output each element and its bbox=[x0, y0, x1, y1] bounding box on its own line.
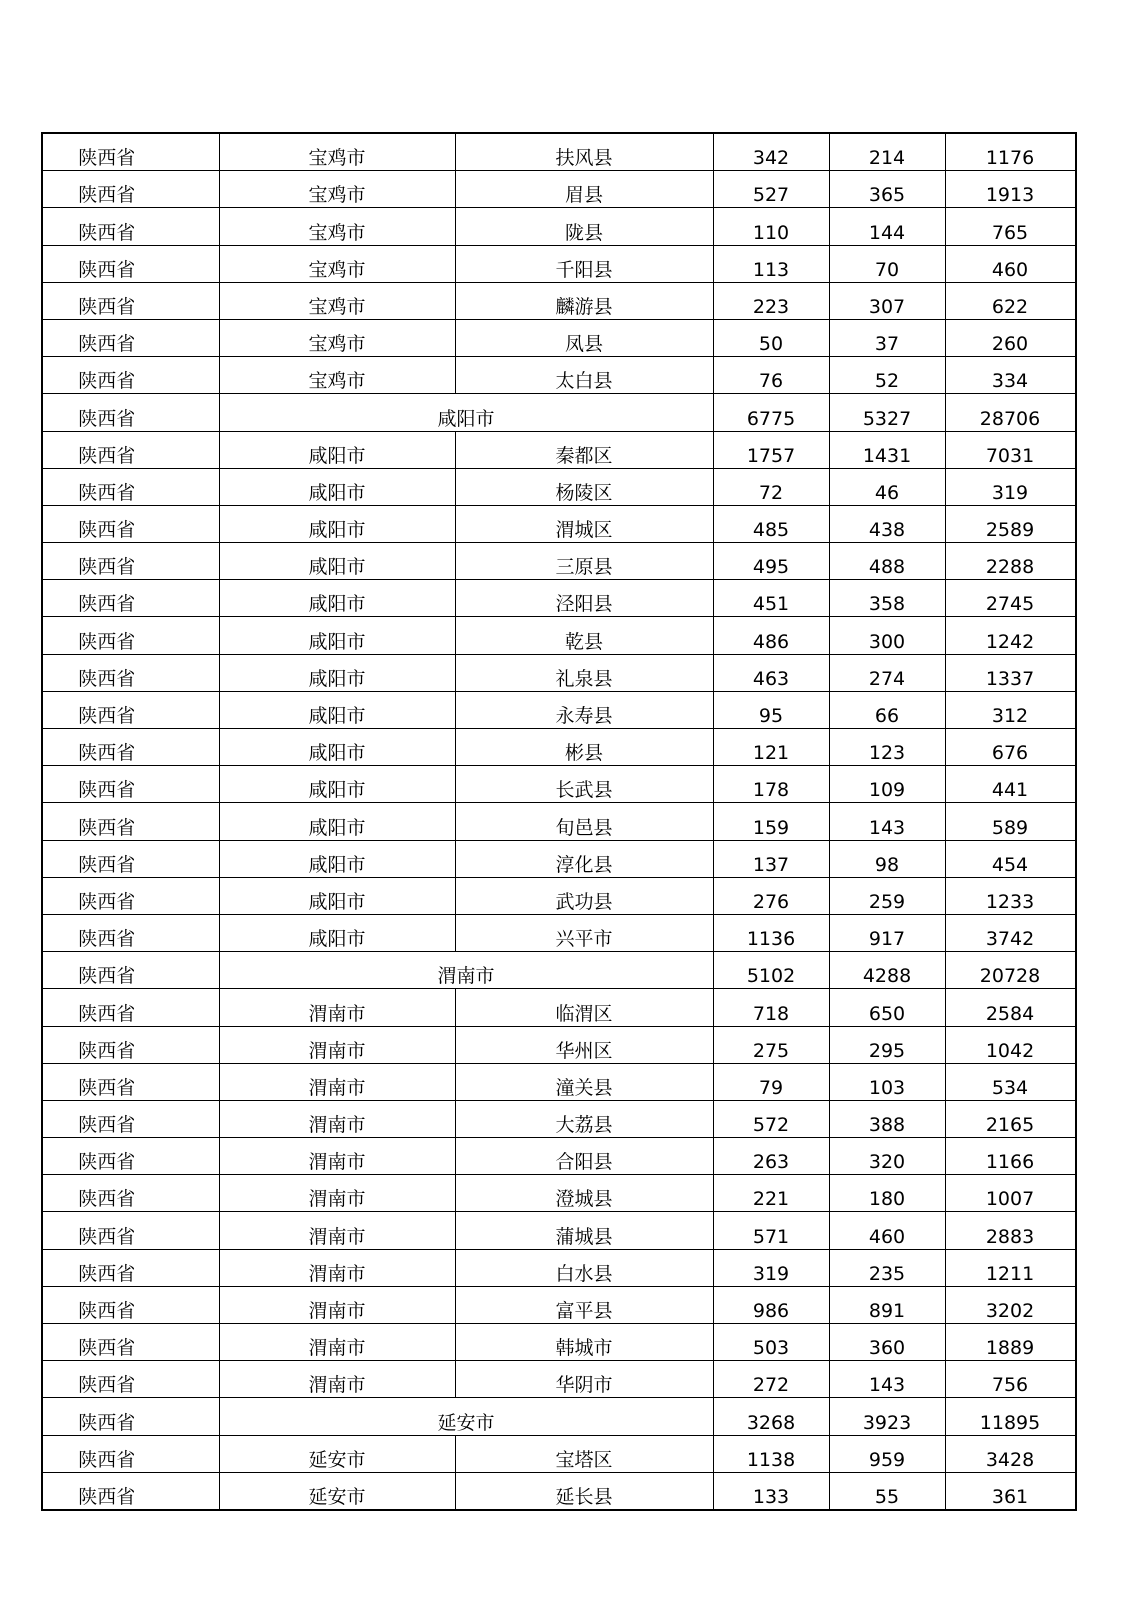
value-cell-2: 259 bbox=[829, 877, 945, 914]
value-cell-3: 334 bbox=[945, 357, 1076, 394]
city-total-row bbox=[42, 1398, 1076, 1435]
county-cell: 三原县 bbox=[455, 543, 713, 580]
county-cell: 富平县 bbox=[455, 1286, 713, 1323]
county-cell: 淳化县 bbox=[455, 840, 713, 877]
county-cell: 兴平市 bbox=[455, 914, 713, 951]
value-cell-3: 361 bbox=[945, 1472, 1076, 1510]
county-cell: 大荔县 bbox=[455, 1100, 713, 1137]
city-cell: 渭南市 bbox=[219, 1361, 455, 1398]
value-cell-3: 28706 bbox=[945, 394, 1076, 431]
value-cell-2: 460 bbox=[829, 1212, 945, 1249]
county-cell: 蒲城县 bbox=[455, 1212, 713, 1249]
province-cell: 陕西省 bbox=[42, 989, 219, 1026]
county-cell: 临渭区 bbox=[455, 989, 713, 1026]
value-cell-2: 235 bbox=[829, 1249, 945, 1286]
table-row bbox=[42, 1286, 1076, 1323]
value-cell-1: 571 bbox=[713, 1212, 829, 1249]
county-cell: 澄城县 bbox=[455, 1175, 713, 1212]
value-cell-2: 959 bbox=[829, 1435, 945, 1472]
province-cell: 陕西省 bbox=[42, 245, 219, 282]
table-row bbox=[42, 803, 1076, 840]
value-cell-2: 66 bbox=[829, 691, 945, 728]
table-row bbox=[42, 877, 1076, 914]
province-cell: 陕西省 bbox=[42, 357, 219, 394]
county-cell: 白水县 bbox=[455, 1249, 713, 1286]
value-cell-2: 144 bbox=[829, 208, 945, 245]
value-cell-2: 360 bbox=[829, 1324, 945, 1361]
county-cell: 潼关县 bbox=[455, 1063, 713, 1100]
table-row bbox=[42, 1472, 1076, 1510]
value-cell-1: 95 bbox=[713, 691, 829, 728]
city-cell: 咸阳市 bbox=[219, 580, 455, 617]
table-row bbox=[42, 617, 1076, 654]
value-cell-3: 7031 bbox=[945, 431, 1076, 468]
value-cell-1: 159 bbox=[713, 803, 829, 840]
table-row bbox=[42, 1063, 1076, 1100]
city-cell: 咸阳市 bbox=[219, 729, 455, 766]
city-cell: 宝鸡市 bbox=[219, 357, 455, 394]
value-cell-1: 451 bbox=[713, 580, 829, 617]
county-cell: 长武县 bbox=[455, 766, 713, 803]
value-cell-1: 485 bbox=[713, 505, 829, 542]
value-cell-2: 295 bbox=[829, 1026, 945, 1063]
value-cell-3: 1337 bbox=[945, 654, 1076, 691]
county-cell: 武功县 bbox=[455, 877, 713, 914]
value-cell-1: 495 bbox=[713, 543, 829, 580]
city-cell: 渭南市 bbox=[219, 1100, 455, 1137]
city-total-cell: 渭南市 bbox=[219, 952, 713, 989]
value-cell-3: 2745 bbox=[945, 580, 1076, 617]
province-cell: 陕西省 bbox=[42, 1472, 219, 1510]
city-cell: 咸阳市 bbox=[219, 468, 455, 505]
value-cell-1: 6775 bbox=[713, 394, 829, 431]
value-cell-1: 486 bbox=[713, 617, 829, 654]
data-table bbox=[41, 132, 1077, 1511]
province-cell: 陕西省 bbox=[42, 654, 219, 691]
province-cell: 陕西省 bbox=[42, 1063, 219, 1100]
table-row bbox=[42, 171, 1076, 208]
city-cell: 渭南市 bbox=[219, 1324, 455, 1361]
table-row bbox=[42, 989, 1076, 1026]
table-row bbox=[42, 357, 1076, 394]
county-cell: 彬县 bbox=[455, 729, 713, 766]
value-cell-2: 180 bbox=[829, 1175, 945, 1212]
value-cell-1: 319 bbox=[713, 1249, 829, 1286]
value-cell-1: 527 bbox=[713, 171, 829, 208]
value-cell-3: 2584 bbox=[945, 989, 1076, 1026]
province-cell: 陕西省 bbox=[42, 1212, 219, 1249]
value-cell-3: 312 bbox=[945, 691, 1076, 728]
value-cell-1: 272 bbox=[713, 1361, 829, 1398]
value-cell-2: 300 bbox=[829, 617, 945, 654]
county-cell: 渭城区 bbox=[455, 505, 713, 542]
value-cell-2: 143 bbox=[829, 1361, 945, 1398]
value-cell-1: 133 bbox=[713, 1472, 829, 1510]
city-cell: 宝鸡市 bbox=[219, 319, 455, 356]
value-cell-3: 3202 bbox=[945, 1286, 1076, 1323]
city-cell: 咸阳市 bbox=[219, 617, 455, 654]
county-cell: 礼泉县 bbox=[455, 654, 713, 691]
city-total-cell: 咸阳市 bbox=[219, 394, 713, 431]
county-cell: 华州区 bbox=[455, 1026, 713, 1063]
city-cell: 延安市 bbox=[219, 1435, 455, 1472]
table-row bbox=[42, 1026, 1076, 1063]
value-cell-2: 70 bbox=[829, 245, 945, 282]
table-row bbox=[42, 133, 1076, 171]
city-cell: 咸阳市 bbox=[219, 766, 455, 803]
value-cell-3: 1007 bbox=[945, 1175, 1076, 1212]
value-cell-3: 1233 bbox=[945, 877, 1076, 914]
table-row bbox=[42, 729, 1076, 766]
province-cell: 陕西省 bbox=[42, 1286, 219, 1323]
table-row bbox=[42, 543, 1076, 580]
value-cell-3: 11895 bbox=[945, 1398, 1076, 1435]
value-cell-3: 1242 bbox=[945, 617, 1076, 654]
value-cell-3: 676 bbox=[945, 729, 1076, 766]
table-row bbox=[42, 1100, 1076, 1137]
value-cell-1: 718 bbox=[713, 989, 829, 1026]
table-row bbox=[42, 1212, 1076, 1249]
county-cell: 扶风县 bbox=[455, 133, 713, 171]
city-cell: 宝鸡市 bbox=[219, 282, 455, 319]
value-cell-3: 2883 bbox=[945, 1212, 1076, 1249]
county-cell: 宝塔区 bbox=[455, 1435, 713, 1472]
province-cell: 陕西省 bbox=[42, 505, 219, 542]
table-row bbox=[42, 505, 1076, 542]
city-cell: 渭南市 bbox=[219, 1175, 455, 1212]
province-cell: 陕西省 bbox=[42, 580, 219, 617]
city-cell: 延安市 bbox=[219, 1472, 455, 1510]
city-cell: 宝鸡市 bbox=[219, 208, 455, 245]
value-cell-2: 307 bbox=[829, 282, 945, 319]
table-row bbox=[42, 1249, 1076, 1286]
county-cell: 乾县 bbox=[455, 617, 713, 654]
value-cell-1: 1138 bbox=[713, 1435, 829, 1472]
city-total-cell: 延安市 bbox=[219, 1398, 713, 1435]
table-row bbox=[42, 691, 1076, 728]
city-cell: 宝鸡市 bbox=[219, 245, 455, 282]
value-cell-1: 986 bbox=[713, 1286, 829, 1323]
value-cell-3: 20728 bbox=[945, 952, 1076, 989]
value-cell-1: 503 bbox=[713, 1324, 829, 1361]
value-cell-3: 1889 bbox=[945, 1324, 1076, 1361]
value-cell-1: 223 bbox=[713, 282, 829, 319]
table-row bbox=[42, 766, 1076, 803]
value-cell-2: 5327 bbox=[829, 394, 945, 431]
value-cell-2: 488 bbox=[829, 543, 945, 580]
value-cell-2: 4288 bbox=[829, 952, 945, 989]
city-cell: 渭南市 bbox=[219, 1249, 455, 1286]
table-row bbox=[42, 245, 1076, 282]
value-cell-1: 113 bbox=[713, 245, 829, 282]
city-cell: 咸阳市 bbox=[219, 840, 455, 877]
province-cell: 陕西省 bbox=[42, 133, 219, 171]
province-cell: 陕西省 bbox=[42, 691, 219, 728]
province-cell: 陕西省 bbox=[42, 1138, 219, 1175]
table-row bbox=[42, 431, 1076, 468]
city-cell: 渭南市 bbox=[219, 1212, 455, 1249]
province-cell: 陕西省 bbox=[42, 468, 219, 505]
city-cell: 咸阳市 bbox=[219, 654, 455, 691]
value-cell-2: 358 bbox=[829, 580, 945, 617]
province-cell: 陕西省 bbox=[42, 431, 219, 468]
county-cell: 太白县 bbox=[455, 357, 713, 394]
table-row bbox=[42, 914, 1076, 951]
province-cell: 陕西省 bbox=[42, 1398, 219, 1435]
value-cell-1: 50 bbox=[713, 319, 829, 356]
table-row bbox=[42, 319, 1076, 356]
value-cell-1: 263 bbox=[713, 1138, 829, 1175]
city-cell: 咸阳市 bbox=[219, 803, 455, 840]
county-cell: 永寿县 bbox=[455, 691, 713, 728]
value-cell-3: 1166 bbox=[945, 1138, 1076, 1175]
city-cell: 宝鸡市 bbox=[219, 171, 455, 208]
province-cell: 陕西省 bbox=[42, 1175, 219, 1212]
value-cell-3: 460 bbox=[945, 245, 1076, 282]
province-cell: 陕西省 bbox=[42, 1100, 219, 1137]
county-cell: 韩城市 bbox=[455, 1324, 713, 1361]
province-cell: 陕西省 bbox=[42, 766, 219, 803]
county-cell: 泾阳县 bbox=[455, 580, 713, 617]
province-cell: 陕西省 bbox=[42, 1324, 219, 1361]
value-cell-3: 3742 bbox=[945, 914, 1076, 951]
county-cell: 延长县 bbox=[455, 1472, 713, 1510]
city-cell: 渭南市 bbox=[219, 1138, 455, 1175]
value-cell-1: 76 bbox=[713, 357, 829, 394]
city-cell: 渭南市 bbox=[219, 1026, 455, 1063]
value-cell-3: 2288 bbox=[945, 543, 1076, 580]
city-cell: 咸阳市 bbox=[219, 691, 455, 728]
value-cell-2: 274 bbox=[829, 654, 945, 691]
county-cell: 杨陵区 bbox=[455, 468, 713, 505]
province-cell: 陕西省 bbox=[42, 914, 219, 951]
value-cell-3: 260 bbox=[945, 319, 1076, 356]
value-cell-3: 1913 bbox=[945, 171, 1076, 208]
county-cell: 秦都区 bbox=[455, 431, 713, 468]
value-cell-2: 143 bbox=[829, 803, 945, 840]
value-cell-3: 765 bbox=[945, 208, 1076, 245]
value-cell-2: 46 bbox=[829, 468, 945, 505]
value-cell-2: 98 bbox=[829, 840, 945, 877]
value-cell-1: 463 bbox=[713, 654, 829, 691]
value-cell-3: 1211 bbox=[945, 1249, 1076, 1286]
value-cell-1: 5102 bbox=[713, 952, 829, 989]
table-row bbox=[42, 1324, 1076, 1361]
table-row bbox=[42, 468, 1076, 505]
value-cell-2: 37 bbox=[829, 319, 945, 356]
value-cell-1: 1757 bbox=[713, 431, 829, 468]
value-cell-2: 214 bbox=[829, 133, 945, 171]
province-cell: 陕西省 bbox=[42, 952, 219, 989]
value-cell-3: 756 bbox=[945, 1361, 1076, 1398]
province-cell: 陕西省 bbox=[42, 208, 219, 245]
city-cell: 咸阳市 bbox=[219, 543, 455, 580]
value-cell-2: 891 bbox=[829, 1286, 945, 1323]
province-cell: 陕西省 bbox=[42, 803, 219, 840]
value-cell-2: 3923 bbox=[829, 1398, 945, 1435]
city-cell: 渭南市 bbox=[219, 1063, 455, 1100]
province-cell: 陕西省 bbox=[42, 543, 219, 580]
table-body bbox=[42, 133, 1076, 1510]
table-row bbox=[42, 208, 1076, 245]
value-cell-2: 55 bbox=[829, 1472, 945, 1510]
city-total-row bbox=[42, 952, 1076, 989]
province-cell: 陕西省 bbox=[42, 617, 219, 654]
value-cell-3: 1176 bbox=[945, 133, 1076, 171]
value-cell-1: 72 bbox=[713, 468, 829, 505]
value-cell-3: 2165 bbox=[945, 1100, 1076, 1137]
table-row bbox=[42, 654, 1076, 691]
value-cell-1: 276 bbox=[713, 877, 829, 914]
value-cell-3: 319 bbox=[945, 468, 1076, 505]
province-cell: 陕西省 bbox=[42, 729, 219, 766]
value-cell-2: 320 bbox=[829, 1138, 945, 1175]
value-cell-1: 221 bbox=[713, 1175, 829, 1212]
city-cell: 宝鸡市 bbox=[219, 133, 455, 171]
value-cell-2: 103 bbox=[829, 1063, 945, 1100]
value-cell-1: 137 bbox=[713, 840, 829, 877]
value-cell-2: 52 bbox=[829, 357, 945, 394]
county-cell: 凤县 bbox=[455, 319, 713, 356]
county-cell: 陇县 bbox=[455, 208, 713, 245]
value-cell-1: 1136 bbox=[713, 914, 829, 951]
value-cell-2: 917 bbox=[829, 914, 945, 951]
value-cell-1: 572 bbox=[713, 1100, 829, 1137]
value-cell-3: 589 bbox=[945, 803, 1076, 840]
city-total-row bbox=[42, 394, 1076, 431]
table-row bbox=[42, 1175, 1076, 1212]
value-cell-2: 109 bbox=[829, 766, 945, 803]
province-cell: 陕西省 bbox=[42, 394, 219, 431]
county-cell: 华阴市 bbox=[455, 1361, 713, 1398]
value-cell-3: 454 bbox=[945, 840, 1076, 877]
value-cell-2: 650 bbox=[829, 989, 945, 1026]
value-cell-1: 110 bbox=[713, 208, 829, 245]
province-cell: 陕西省 bbox=[42, 877, 219, 914]
province-cell: 陕西省 bbox=[42, 319, 219, 356]
province-cell: 陕西省 bbox=[42, 1435, 219, 1472]
table-row bbox=[42, 1138, 1076, 1175]
table-row bbox=[42, 1435, 1076, 1472]
province-cell: 陕西省 bbox=[42, 840, 219, 877]
value-cell-3: 622 bbox=[945, 282, 1076, 319]
city-cell: 渭南市 bbox=[219, 989, 455, 1026]
value-cell-3: 441 bbox=[945, 766, 1076, 803]
value-cell-3: 1042 bbox=[945, 1026, 1076, 1063]
value-cell-2: 438 bbox=[829, 505, 945, 542]
value-cell-2: 388 bbox=[829, 1100, 945, 1137]
county-cell: 麟游县 bbox=[455, 282, 713, 319]
city-cell: 咸阳市 bbox=[219, 914, 455, 951]
value-cell-1: 342 bbox=[713, 133, 829, 171]
value-cell-3: 2589 bbox=[945, 505, 1076, 542]
province-cell: 陕西省 bbox=[42, 1249, 219, 1286]
value-cell-2: 365 bbox=[829, 171, 945, 208]
value-cell-1: 79 bbox=[713, 1063, 829, 1100]
city-cell: 咸阳市 bbox=[219, 877, 455, 914]
value-cell-3: 3428 bbox=[945, 1435, 1076, 1472]
table-row bbox=[42, 840, 1076, 877]
province-cell: 陕西省 bbox=[42, 282, 219, 319]
value-cell-1: 275 bbox=[713, 1026, 829, 1063]
value-cell-3: 534 bbox=[945, 1063, 1076, 1100]
province-cell: 陕西省 bbox=[42, 1026, 219, 1063]
county-cell: 眉县 bbox=[455, 171, 713, 208]
table-row bbox=[42, 282, 1076, 319]
city-cell: 咸阳市 bbox=[219, 431, 455, 468]
table-row bbox=[42, 580, 1076, 617]
value-cell-2: 1431 bbox=[829, 431, 945, 468]
value-cell-1: 3268 bbox=[713, 1398, 829, 1435]
province-cell: 陕西省 bbox=[42, 171, 219, 208]
value-cell-1: 121 bbox=[713, 729, 829, 766]
city-cell: 咸阳市 bbox=[219, 505, 455, 542]
county-cell: 旬邑县 bbox=[455, 803, 713, 840]
province-cell: 陕西省 bbox=[42, 1361, 219, 1398]
value-cell-1: 178 bbox=[713, 766, 829, 803]
table-row bbox=[42, 1361, 1076, 1398]
value-cell-2: 123 bbox=[829, 729, 945, 766]
city-cell: 渭南市 bbox=[219, 1286, 455, 1323]
county-cell: 合阳县 bbox=[455, 1138, 713, 1175]
county-cell: 千阳县 bbox=[455, 245, 713, 282]
